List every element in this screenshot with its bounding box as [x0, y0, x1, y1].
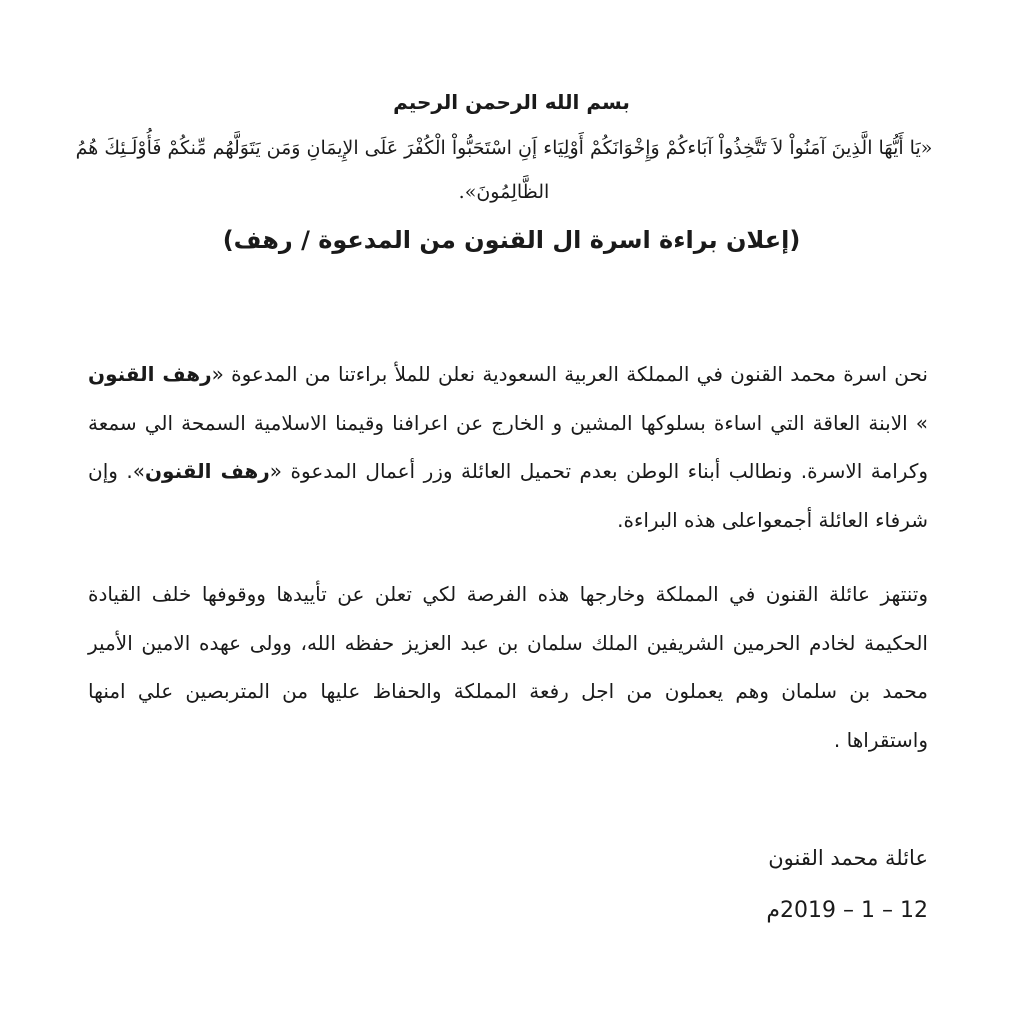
signature: عائلة محمد القنون: [768, 846, 928, 870]
announcement-heading: (إعلان براءة اسرة ال القنون من المدعوة / رهف): [222, 226, 801, 254]
paragraph-1-part-1: نحن اسرة محمد القنون في المملكة العربية السعودية نعلن للملأ براءتنا من المدعوة «: [211, 362, 928, 386]
named-person-2: رهف القنون: [144, 459, 270, 483]
paragraph-1: [88, 350, 928, 544]
basmala: بسم الله الرحمن الرحيم: [393, 90, 630, 114]
named-person-1: رهف القنون: [88, 362, 212, 386]
document-date: 12 – 1 – 2019م: [766, 898, 928, 923]
paragraph-2: وتنتهز عائلة القنون في المملكة وخارجها هذه الفرصة لكي تعلن عن تأييدها ووقوفها خلف القيادة الحكيمة لخادم الحرمين الشريفين الملك سلمان بن عبد العزيز حفظه الله، وولى عهده الامين الأمير محمد بن سلمان وهم يعملون من اجل رفعة المملكة والحفاظ عليها من المتربصين علي امنها واستقراها .: [88, 582, 928, 752]
quran-verse: «يَا أَيُّهَا الَّذِينَ آمَنُواْ لاَ تَتَّخِذُواْ آبَاءكُمْ وَإِخْوَانَكُمْ أَوْلِيَاء إَنِ اسْتَحَبُّواْ الْكُفْرَ عَلَى الإِيمَانِ وَمَن يَتَوَلَّهُم مِّنكُمْ فَأُوْلَـئِكَ هُمُ الظَّالِمُونَ».: [75, 137, 933, 203]
paragraph-1-part-3: ». وإن شرفاء العائلة أجمعواعلى هذه البراءة.: [88, 459, 928, 532]
paragraph-1-part-2: » الابنة العاقة التي اساءة بسلوكها المشين و الخارج عن اعرافنا وقيمنا الاسلامية السمحة الي سمعة وكرامة الاسرة. ونطالب أبناء الوطن بعدم تحميل العائلة وزر أعمال المدعوة «: [88, 410, 928, 483]
